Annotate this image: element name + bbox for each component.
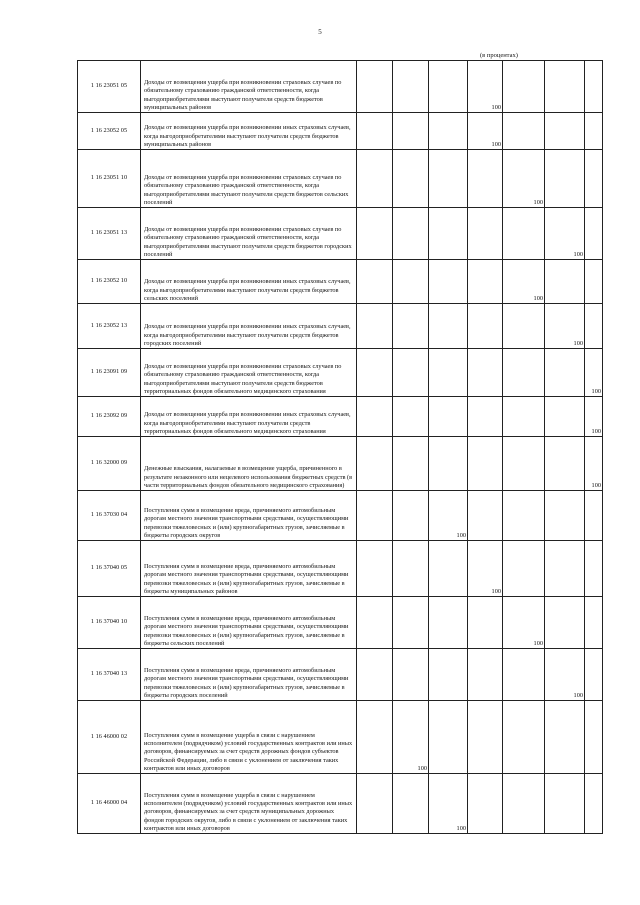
percent-cell	[545, 397, 585, 437]
percent-cell	[357, 208, 393, 260]
percent-cell	[585, 208, 603, 260]
percent-cell: 100	[585, 349, 603, 397]
table-row	[78, 61, 603, 113]
percent-cell	[503, 113, 545, 150]
percent-cell	[429, 597, 468, 649]
percent-cell: 100	[585, 397, 603, 437]
percent-cell	[429, 397, 468, 437]
percent-cell	[357, 397, 393, 437]
classification-code: 1 16 37040 13	[78, 649, 141, 701]
percent-cell	[545, 61, 585, 113]
percent-cell: 100	[503, 597, 545, 649]
percent-cell	[545, 150, 585, 208]
percent-cell	[357, 113, 393, 150]
revenue-name: Поступления сумм в возмещение вреда, причиняемого автомобильным дорогам местного значения транспортными средствами, осуществляющими перевозки тяжеловесных и (или) крупногабаритных грузов, зачисляемые в бюджеты городских поселений	[141, 649, 357, 701]
percent-cell	[429, 304, 468, 349]
percent-cell	[393, 349, 429, 397]
percent-cell	[585, 260, 603, 304]
percent-cell	[429, 541, 468, 597]
classification-code: 1 16 37030 04	[78, 491, 141, 541]
table-row	[78, 397, 603, 437]
classification-code: 1 16 23091 09	[78, 349, 141, 397]
percent-cell	[393, 491, 429, 541]
percent-cell	[503, 701, 545, 774]
percent-cell	[429, 649, 468, 701]
table-row	[78, 304, 603, 349]
revenue-name: Доходы от возмещения ущерба при возникновении страховых случаев по обязательному страхованию гражданской ответственности, когда выгодоприобретателями выступают получатели средств бюджетов территориальных фондов обязательного медицинского страхования	[141, 349, 357, 397]
classification-code: 1 16 23092 09	[78, 397, 141, 437]
percent-cell	[545, 491, 585, 541]
percent-cell	[468, 304, 503, 349]
percent-cell	[357, 150, 393, 208]
percent-cell	[585, 150, 603, 208]
percent-cell	[468, 597, 503, 649]
percent-cell	[393, 437, 429, 491]
percent-cell	[429, 113, 468, 150]
percent-cell	[429, 150, 468, 208]
percent-cell	[585, 701, 603, 774]
revenue-name: Доходы от возмещения ущерба при возникновении иных страховых случаев, когда выгодоприобретателями выступают получатели средств территориальных фондов обязательного медицинского страхования	[141, 397, 357, 437]
percent-cell	[393, 541, 429, 597]
classification-code: 1 16 23051 13	[78, 208, 141, 260]
percent-cell: 100	[429, 774, 468, 834]
percent-cell	[429, 437, 468, 491]
percent-cell: 100	[503, 150, 545, 208]
table-row	[78, 113, 603, 150]
percent-cell	[503, 349, 545, 397]
percent-cell: 100	[468, 541, 503, 597]
classification-code: 1 16 23051 10	[78, 150, 141, 208]
table-row	[78, 208, 603, 260]
table-row	[78, 260, 603, 304]
percent-cell	[585, 491, 603, 541]
percent-cell	[503, 774, 545, 834]
revenue-name: Поступления сумм в возмещение вреда, причиняемого автомобильным дорогам местного значения транспортными средствами, осуществляющими перевозки тяжеловесных и (или) крупногабаритных грузов, зачисляемые в бюджеты муниципальных районов	[141, 541, 357, 597]
percent-cell	[545, 597, 585, 649]
classification-code: 1 16 37040 05	[78, 541, 141, 597]
percent-cell	[393, 774, 429, 834]
percent-cell	[585, 541, 603, 597]
revenue-name: Поступления сумм в возмещение ущерба в связи с нарушением исполнителем (подрядчиком) условий государственных контрактов или иных договоров, финансируемых за счет средств дорожных фондов субъектов Российской Федерации, либо в связи с уклонением от заключения таких контрактов или иных договоров	[141, 701, 357, 774]
percent-cell	[468, 774, 503, 834]
classification-code: 1 16 37040 10	[78, 597, 141, 649]
percent-cell: 100	[503, 260, 545, 304]
table-row	[78, 701, 603, 774]
classification-code: 1 16 46000 04	[78, 774, 141, 834]
percent-cell	[357, 304, 393, 349]
percent-cell	[393, 304, 429, 349]
percent-cell	[429, 349, 468, 397]
percent-cell	[393, 260, 429, 304]
percent-cell: 100	[545, 649, 585, 701]
percent-cell	[585, 774, 603, 834]
percent-cell	[585, 304, 603, 349]
revenue-name: Доходы от возмещения ущерба при возникновении страховых случаев по обязательному страхованию гражданской ответственности, когда выгодоприобретателями выступают получатели средств бюджетов городских поселений	[141, 208, 357, 260]
revenue-name: Поступления сумм в возмещение ущерба в связи с нарушением исполнителем (подрядчиком) условий государственных контрактов или иных договоров, финансируемых за счет средств муниципальных дорожных фондов городских округов, либо в связи с уклонением от заключения таких контрактов или иных договоров	[141, 774, 357, 834]
percent-cell	[468, 349, 503, 397]
percent-cell: 100	[468, 61, 503, 113]
percent-cell	[585, 649, 603, 701]
percent-cell	[468, 437, 503, 491]
revenue-name: Денежные взыскания, налагаемые в возмещение ущерба, причиненного в результате незаконного или нецелевого использования бюджетных средств (в части территориальных фондов обязательного медицинского страхования)	[141, 437, 357, 491]
table-row	[78, 541, 603, 597]
table-row	[78, 649, 603, 701]
percent-cell: 100	[585, 437, 603, 491]
revenue-name: Поступления сумм в возмещение вреда, причиняемого автомобильным дорогам местного значения транспортными средствами, осуществляющими перевозки тяжеловесных и (или) крупногабаритных грузов, зачисляемые в бюджеты сельских поселений	[141, 597, 357, 649]
percent-cell: 100	[429, 491, 468, 541]
percent-cell	[468, 397, 503, 437]
percent-cell	[429, 260, 468, 304]
table-row	[78, 774, 603, 834]
percent-cell	[545, 774, 585, 834]
units-note: (в процентах)	[480, 52, 518, 59]
percent-cell	[545, 437, 585, 491]
percent-cell	[545, 541, 585, 597]
classification-code: 1 16 46000 02	[78, 701, 141, 774]
percent-cell	[357, 61, 393, 113]
classification-code: 1 16 23052 10	[78, 260, 141, 304]
percent-cell	[468, 260, 503, 304]
percent-cell	[393, 150, 429, 208]
percent-cell	[393, 649, 429, 701]
percent-cell	[393, 397, 429, 437]
percent-cell	[429, 61, 468, 113]
percent-cell	[503, 649, 545, 701]
revenue-name: Поступления сумм в возмещение вреда, причиняемого автомобильным дорогам местного значения транспортными средствами, осуществляющими перевозки тяжеловесных и (или) крупногабаритных грузов, зачисляемые в бюджеты городских округов	[141, 491, 357, 541]
table-row	[78, 150, 603, 208]
percent-cell	[585, 113, 603, 150]
percent-cell	[545, 349, 585, 397]
percent-cell	[503, 397, 545, 437]
revenue-name: Доходы от возмещения ущерба при возникновении страховых случаев по обязательному страхованию гражданской ответственности, когда выгодоприобретателями выступают получатели средств бюджетов муниципальных районов	[141, 61, 357, 113]
revenue-name: Доходы от возмещения ущерба при возникновении иных страховых случаев, когда выгодоприобретателями выступают получатели средств бюджетов сельских поселений	[141, 260, 357, 304]
percent-cell	[393, 597, 429, 649]
revenue-name: Доходы от возмещения ущерба при возникновении иных страховых случаев, когда выгодоприобретателями выступают получатели средств бюджетов муниципальных районов	[141, 113, 357, 150]
percent-cell	[545, 113, 585, 150]
table-row	[78, 437, 603, 491]
percent-cell	[357, 541, 393, 597]
classification-code: 1 16 23052 05	[78, 113, 141, 150]
percent-cell	[357, 774, 393, 834]
percent-cell	[585, 597, 603, 649]
percent-cell	[503, 437, 545, 491]
revenue-distribution-table	[77, 60, 603, 834]
classification-code: 1 16 32000 09	[78, 437, 141, 491]
percent-cell	[357, 260, 393, 304]
percent-cell	[503, 541, 545, 597]
percent-cell: 100	[545, 208, 585, 260]
percent-cell	[468, 150, 503, 208]
percent-cell	[357, 649, 393, 701]
percent-cell	[393, 113, 429, 150]
percent-cell	[503, 491, 545, 541]
percent-cell	[357, 437, 393, 491]
percent-cell	[585, 61, 603, 113]
percent-cell: 100	[545, 304, 585, 349]
percent-cell	[468, 701, 503, 774]
percent-cell	[503, 61, 545, 113]
percent-cell	[357, 349, 393, 397]
percent-cell	[503, 304, 545, 349]
percent-cell	[429, 701, 468, 774]
percent-cell	[545, 260, 585, 304]
percent-cell	[357, 597, 393, 649]
revenue-name: Доходы от возмещения ущерба при возникновении иных страховых случаев, когда выгодоприобретателями выступают получатели средств бюджетов городских поселений	[141, 304, 357, 349]
percent-cell	[393, 61, 429, 113]
percent-cell	[429, 208, 468, 260]
page-number: 5	[318, 28, 322, 36]
classification-code: 1 16 23051 05	[78, 61, 141, 113]
percent-cell	[503, 208, 545, 260]
revenue-name: Доходы от возмещения ущерба при возникновении страховых случаев по обязательному страхованию гражданской ответственности, когда выгодоприобретателями выступают получатели средств бюджетов сельских поселений	[141, 150, 357, 208]
percent-cell	[393, 208, 429, 260]
percent-cell: 100	[393, 701, 429, 774]
percent-cell	[545, 701, 585, 774]
percent-cell	[357, 701, 393, 774]
table-row	[78, 349, 603, 397]
percent-cell	[468, 491, 503, 541]
percent-cell	[468, 649, 503, 701]
table-row	[78, 597, 603, 649]
percent-cell: 100	[468, 113, 503, 150]
percent-cell	[357, 491, 393, 541]
percent-cell	[468, 208, 503, 260]
table-row	[78, 491, 603, 541]
classification-code: 1 16 23052 13	[78, 304, 141, 349]
